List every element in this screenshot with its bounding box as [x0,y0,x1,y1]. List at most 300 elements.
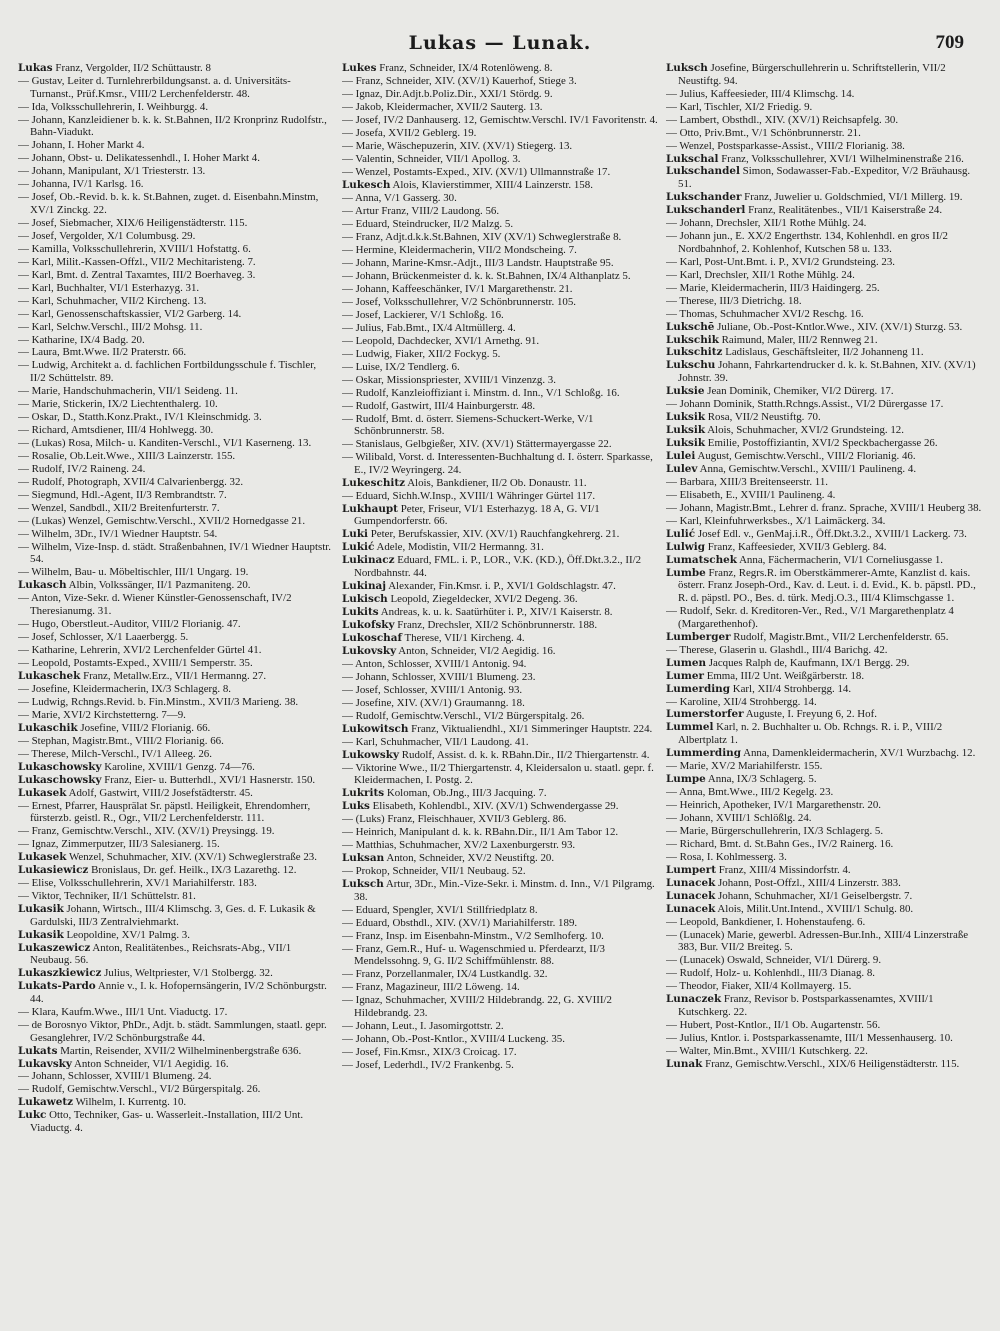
entry-details: Leopoldine, XV/1 Palmg. 3. [66,928,190,941]
directory-entry [18,1109,334,1134]
entry-surname: Lukinacz [342,554,395,567]
directory-entry [666,747,984,760]
directory-entry [342,852,658,865]
directory-entry [18,152,334,165]
directory-entry [342,658,658,671]
entry-details: Johann, Fahrkartendrucker d. k. k. St.Bahnen, XIV. (XV/1) Johnstr. 39. [678,359,976,385]
directory-entry [342,322,658,335]
entry-surname: Lukaschowsky [18,760,102,773]
entry-details: — Wilibald, Vorst. d. Interessenten-Buchhaltung d. I. österr. Sparkasse, E., IV/2 Weyringerg. 24. [342,451,653,476]
directory-entry [666,657,984,670]
entry-surname: Lukawetz [18,1096,74,1109]
entry-details: — Rosalie, Ob.Leit.Wwe., XIII/3 Lainzerstr. 155. [18,449,236,462]
entry-details: — Thomas, Schuhmacher XVI/2 Reschg. 16. [666,307,864,320]
directory-entry [18,489,334,502]
directory-entry [666,773,984,786]
directory-entry [18,75,334,100]
directory-entry [666,1058,984,1071]
entry-details: — Anton, Vize-Sekr. d. Wiener Künstler-Genossenschaft, IV/2 Theresianumg. 31. [18,592,292,617]
directory-entry [666,62,984,87]
directory-entry [18,165,334,178]
entry-details: — Ida, Volksschullehrerin, I. Weihburgg. 4. [18,100,209,113]
entry-details: — Franz, Magazineur, III/2 Löweng. 14. [342,981,520,994]
directory-entry [666,385,984,398]
directory-entry [18,864,334,877]
directory-entry [342,528,658,541]
entry-details: — (Lukas) Wenzel, Gemischtw.Verschl., XVII/2 Hornedgasse 21. [18,514,306,527]
directory-entry [342,257,658,270]
entry-details: Adele, Modistin, VII/2 Hermanng. 31. [376,541,544,554]
entry-surname: Lukowsky [342,748,400,761]
entry-surname: Lukofsky [342,618,395,631]
directory-entry [342,387,658,400]
entry-details: Simon, Sodawasser-Fab.-Expeditor, V/2 Bräuhausg. 51. [678,165,971,191]
entry-details: — Josef, Volksschullehrer, V/2 Schönbrunnerstr. 105. [342,295,576,308]
entry-details: — Oskar, D., Statth.Konz.Prakt., IV/1 Kleinschmidg. 3. [18,411,262,424]
entry-details: — Franz, Insp. im Eisenbahn-Minstm., V/2 Semlhoferg. 10. [342,929,604,942]
entry-details: Franz, Regrs.R. im Oberstkämmerer-Amte, Kanzlist d. kais. österr. Franz Joseph-Ord., Kav. d. Leut. i. d. Evid., K. b. päpstl. PD., R. d. päpstl. PO., Bes. d. türk. Medj.O.3., III/4 Klimschgasse 1. [678,566,976,605]
entry-details: Franz, Vergolder, II/2 Schüttaustr. 8 [55,62,211,74]
directory-entry [666,541,984,554]
entry-details: Alois, Milit.Unt.Intend., XVIII/1 Schulg. 80. [717,902,914,915]
directory-entry [18,269,334,282]
entry-details: — Johann, Kaffeeschänker, IV/1 Margarethenstr. 21. [342,282,573,295]
directory-entry [342,813,658,826]
directory-entry [18,321,334,334]
directory-entry [666,851,984,864]
entry-surname: Lukats-Pardo [18,980,96,993]
directory-entry [18,1096,334,1109]
entry-details: — Johann, Marine-Kmsr.-Adjt., III/3 Landstr. Hauptstraße 95. [342,256,614,269]
directory-entry [342,400,658,413]
entry-details: Franz, Juwelier u. Goldschmied, VI/1 Millerg. 19. [744,191,963,204]
directory-entry [342,736,658,749]
entry-details: — Josef, Schlosser, X/1 Laaerbergg. 5. [18,630,189,643]
directory-entry [342,865,658,878]
entry-details: Otto, Techniker, Gas- u. Wasserleit.-Installation, III/2 Unt. Viaductg. 4. [30,1109,304,1135]
entry-details: — Anna, V/1 Gasserg. 30. [342,191,457,204]
directory-entry [666,282,984,295]
directory-entry [666,334,984,347]
entry-details: — Stephan, Magistr.Bmt., VIII/2 Florianig. 66. [18,734,224,747]
entry-details: — Johann, Magistr.Bmt., Lehrer d. franz. Sprache, XVIII/1 Heuberg 38. [666,501,982,514]
directory-entry [18,722,334,735]
directory-entry [18,967,334,980]
entry-details: — Karl, Bmt. d. Zentral Taxamtes, III/2 Boerhaveg. 3. [18,268,256,281]
entry-details: — Johann, XVIII/1 Schlößlg. 24. [666,811,812,824]
entry-surname: Lumerding [666,682,730,695]
directory-entry [666,528,984,541]
directory-entry [18,787,334,800]
entry-details: Alois, Bankdiener, II/2 Ob. Donaustr. 11. [407,476,587,489]
directory-entry [342,374,658,387]
entry-details: — Richard, Amtsdiener, III/4 Hohlwegg. 30. [18,424,214,436]
entry-details: Rosa, VII/2 Neustiftg. 70. [707,411,821,424]
entry-surname: Lukesch [342,178,391,191]
entry-details: — Gustav, Leiter d. Turnlehrerbildungsanst. a. d. Universitäts-Turnanst., Prüf.Kmsr., VIII/2 Lerchenfelderstr. 48. [18,74,291,100]
directory-entry [666,476,984,489]
directory-entry [666,786,984,799]
entry-details: — Karl, Tischler, XI/2 Friedig. 9. [666,100,813,113]
entry-details: — Josef, Fin.Kmsr., XIX/3 Croicag. 17. [342,1045,517,1058]
directory-entry [666,321,984,334]
directory-entry [18,800,334,825]
entry-details: — Ludwig, Rchngs.Revid. b. Fin.Minstm., XVII/3 Marieng. 38. [18,695,299,708]
directory-entry [18,683,334,696]
directory-entry [342,697,658,710]
directory-entry [18,566,334,579]
entry-details: — Johann, Schlosser, XVIII/1 Blumeng. 23. [342,670,536,683]
entry-details: — Luise, IX/2 Tendlerg. 6. [342,360,460,373]
entry-surname: Lukaschowsky [18,773,102,786]
entry-details: Anton, Schneider, XV/2 Neustiftg. 20. [386,852,555,865]
directory-entry [18,1006,334,1019]
entry-surname: Lukovsky [342,644,397,657]
entry-details: — Karl, Post-Unt.Bmt. i. P., XVI/2 Grundsteing. 23. [666,255,896,268]
entry-details: Peter, Berufskassier, XIV. (XV/1) Rauchfangkehrerg. 21. [370,528,620,541]
entry-details: Annie v., I. k. Hofopernsängerin, IV/2 Schönburgstr. 44. [30,980,327,1005]
directory-entry [342,994,658,1019]
entry-details: — Rosa, I. Kohlmesserg. 3. [666,850,787,863]
entry-details: — Eduard, Steindrucker, II/2 Malzg. 5. [342,217,514,230]
directory-entry [342,1046,658,1059]
entry-details: — Karl, Kleinfuhrwerksbes., X/1 Laimäckerg. 34. [666,514,886,527]
entry-details: — Kamilla, Volksschullehrerin, XVIII/1 Hofstattg. 6. [18,242,251,255]
directory-entry [666,165,984,190]
directory-entry [342,684,658,697]
directory-entry [342,981,658,994]
directory-entry [666,670,984,683]
entry-details: — Karoline, XII/4 Strohbergg. 14. [666,695,817,708]
directory-entry [342,554,658,579]
entry-surname: Lukschander [666,191,742,204]
entry-details: Martin, Reisender, XVII/2 Wilhelminenbergstraße 636. [60,1044,302,1057]
directory-entry [342,904,658,917]
entry-details: Ladislaus, Geschäftsleiter, II/2 Johanneng 11. [725,346,924,359]
entry-surname: Lukc [18,1109,47,1122]
entry-surname: Lunacek [666,889,716,902]
entry-details: Franz, Kaffeesieder, XVII/3 Geblerg. 84. [707,540,887,553]
directory-entry [342,787,658,800]
directory-entry [18,657,334,670]
entry-details: Johann, Wirtsch., III/4 Klimschg. 3, Ges. d. F. Lukasik & Gardulski, III/3 Zentralviehmarkt. [30,903,316,928]
entry-surname: Lumpert [666,863,717,876]
directory-entry [18,230,334,243]
entry-surname: Lukasik [18,928,64,941]
directory-entry [18,670,334,683]
entry-details: — Ignaz, Dir.Adjt.b.Poliz.Dir., XXI/1 Stördg. 9. [342,87,553,100]
entry-details: — Therese, III/3 Dietrichg. 18. [666,294,802,307]
entry-details: — Franz, Gem.R., Huf- u. Wagenschmied u. Pferdearzt, II/3 Mendelssohng. 9, G. II/2 Schiffmühlenstr. 88. [342,942,605,968]
entry-details: — Ignaz, Schuhmacher, XVIII/2 Hildebrandg. 22, G. XVIII/2 Hildebrandg. 23. [342,994,612,1019]
entry-details: Emilie, Postoffiziantin, XVI/2 Speckbachergasse 26. [707,436,938,449]
entry-details: — Hubert, Post-Kntlor., II/1 Ob. Augartenstr. 56. [666,1018,881,1031]
entry-details: Rudolf, Magistr.Bmt., VII/2 Lerchenfelderstr. 65. [733,630,949,643]
directory-entry [666,929,984,954]
entry-details: — Johann, Schlosser, XVIII/1 Blumeng. 24. [18,1070,212,1083]
entry-surname: Lukes [342,62,377,74]
directory-entry [18,398,334,411]
entry-details: — Eduard, Spengler, XVI/1 Stillfriedplatz 8. [342,903,538,916]
entry-surname: Lukits [342,605,379,618]
directory-entry [666,230,984,255]
directory-entry [18,256,334,269]
entry-details: Anton Schneider, VI/1 Aegidig. 16. [74,1057,229,1070]
entry-details: — Johann, I. Hoher Markt 4. [18,139,145,152]
directory-entry [666,295,984,308]
entry-details: — Johann, Brückenmeister d. k. k. St.Bahnen, IX/4 Althanplatz 5. [342,269,631,282]
entry-surname: Lukhaupt [342,502,398,515]
entry-details: — Josef, Lederhdl., IV/2 Frankenbg. 5. [342,1058,514,1071]
directory-entry [18,114,334,139]
entry-details: — Johann, Obst- u. Delikatessenhdl., I. Hoher Markt 4. [18,152,260,165]
directory-entry [18,528,334,541]
entry-surname: Lukinaj [342,579,387,592]
directory-entry [666,191,984,204]
directory-entry [666,140,984,153]
entry-details: Franz, Metallw.Erz., VII/1 Hermanng. 27. [83,669,267,682]
entry-details: — Johann, Ob.-Post-Kntlor., XVIII/4 Luckeng. 35. [342,1032,565,1045]
directory-entry [342,503,658,528]
entry-surname: Lumbe [666,566,706,579]
entry-details: Wenzel, Schuhmacher, XIV. (XV/1) Schweglerstraße 23. [68,851,317,864]
directory-entry [342,1020,658,1033]
directory-entry [18,929,334,942]
entry-details: Artur, 3Dr., Min.-Vize-Sekr. i. Minstm. d. Inn., V/1 Pilgramg. 38. [354,878,655,903]
entry-surname: Lumberger [666,630,731,643]
directory-entry [342,438,658,451]
entry-details: — Karl, Buchhalter, VI/1 Esterhazyg. 31. [18,281,200,294]
entry-details: Albin, Volkssänger, II/1 Pazmaniteng. 20. [68,579,251,592]
entry-details: — Julius, Kaffeesieder, III/4 Klimschg. 14. [666,87,855,100]
directory-entry [342,541,658,554]
directory-entry [666,916,984,929]
entry-details: Koloman, Ob.Jng., III/3 Jacquing. 7. [386,787,547,800]
entry-details: — (Lukas) Rosa, Milch- u. Kanditen-Verschl., VI/1 Kaserneng. 13. [18,436,312,449]
directory-entry [666,114,984,127]
entry-details: — Josef, Ob.-Revid. b. k. k. St.Bahnen, zuget. d. Eisenbahn.Minstm, XV/1 Zinckg. 22. [18,191,319,216]
entry-surname: Lukeschitz [342,476,406,489]
entry-details: Bronislaus, Dr. gef. Heilk., IX/3 Lazarethg. 12. [91,864,297,877]
directory-entry [342,231,658,244]
directory-entry [18,579,334,592]
directory-entry [18,1058,334,1071]
entry-details: Julius, Weltpriester, V/1 Stolbergg. 32. [104,967,273,980]
directory-entry [342,1033,658,1046]
directory-entry [18,515,334,528]
entry-details: Adolf, Gastwirt, VIII/2 Josefstädterstr. 45. [68,786,253,799]
entry-details: August, Gemischtw.Verschl., VIII/2 Florianig. 46. [697,449,916,462]
entry-details: Alexander, Fin.Kmsr. i. P., XVI/1 Goldschlagstr. 47. [388,579,616,592]
directory-entry [342,348,658,361]
entry-details: — Ignaz, Zimmerputzer, III/3 Salesianerg. 15. [18,838,220,851]
entry-details: — Josefine, XIV. (XV/1) Graumanng. 18. [342,696,525,709]
directory-entry [342,296,658,309]
entry-details: Karl, n. 2. Buchhalter u. Ob. Rchngs. R. i. P., VIII/2 Albertplatz 1. [678,721,943,747]
directory-entry [342,917,658,930]
directory-entry [666,683,984,696]
entry-surname: Lukoschaf [342,631,402,644]
entry-details: Anna, Fächermacherin, VI/1 Corneliusgasse 1. [739,553,944,566]
directory-entry [666,217,984,230]
directory-entry [666,1032,984,1045]
directory-entry [342,270,658,283]
directory-entry [666,825,984,838]
directory-entry [666,708,984,721]
entry-details: Franz, Schneider, IX/4 Rotenlöweng. 8. [379,62,553,74]
entry-details: — Johann, Leut., I. Jasomirgottstr. 2. [342,1019,504,1032]
entry-details: — Hugo, Oberstleut.-Auditor, VIII/2 Florianig. 47. [18,617,241,630]
entry-surname: Lumpe [666,773,706,786]
directory-entry [666,411,984,424]
entry-details: Karl, XII/4 Strohbergg. 14. [732,682,852,695]
entry-details: Franz, Viktualiendhl., XI/1 Simmeringer Hauptstr. 224. [411,722,653,735]
entry-details: — Johann, Manipulant, X/1 Triesterstr. 13. [18,165,206,178]
entry-details: — Marie, Stickerin, IX/2 Liechtenthalerg. 10. [18,398,218,411]
directory-entry [666,838,984,851]
entry-details: — Franz, Gemischtw.Verschl., XIV. (XV/1) Preysingg. 19. [18,825,275,838]
entry-details: Johann, Schuhmacher, XI/1 Geiselbergstr. 7. [718,889,913,902]
entry-details: Alois, Schuhmacher, XVI/2 Grundsteing. 12. [707,424,904,436]
entry-details: — Marie, Kleidermacherin, III/3 Haidingerg. 25. [666,281,880,294]
entry-details: — Franz, Adjt.d.k.k.St.Bahnen, XIV (XV/1) Schweglerstraße 8. [342,230,622,243]
entry-details: Franz, Eier- u. Butterhdl., XVI/1 Hasnerstr. 150. [104,773,316,786]
entry-details: Therese, VII/1 Kircheng. 4. [404,631,525,644]
entry-surname: Lulwig [666,540,705,553]
directory-entry [666,799,984,812]
directory-entry [342,309,658,322]
entry-details: Emma, III/2 Unt. Weißgärberstr. 18. [706,669,865,682]
directory-entry [666,450,984,463]
page-number: 709 [935,32,964,53]
entry-surname: Lukasik [18,903,64,916]
entry-details: — Otto, Priv.Bmt., V/1 Schönbrunnerstr. 21. [666,126,861,139]
directory-entry [666,308,984,321]
entry-surname: Lukschal [666,152,719,165]
entry-details: — Marie, Wäschepuzerin, XIV. (XV/1) Stiegerg. 13. [342,139,573,152]
entry-surname: Lukas [18,62,53,74]
entry-surname: Lunacek [666,902,716,915]
directory-entry [342,723,658,736]
directory-entry [342,800,658,813]
directory-entry [342,283,658,296]
directory-entry [18,980,334,1005]
entry-details: — Matthias, Schuhmacher, XV/2 Laxenburgerstr. 93. [342,839,576,852]
directory-entry [666,88,984,101]
entry-surname: Lukschē [666,320,715,333]
entry-details: Josef Edl. v., GenMaj.i.R., Öff.Dkt.3.2., XVIII/1 Lackerg. 73. [697,527,967,540]
entry-details: — Josef, IV/2 Danhauserg. 12, Gemischtw.Verschl. IV/1 Favoritenstr. 4. [342,113,658,126]
directory-entry [666,605,984,630]
directory-entry [18,1019,334,1044]
entry-details: Juliane, Ob.-Post-Kntlor.Wwe., XIV. (XV/1) Sturzg. 53. [717,320,963,333]
entry-details: — Leopold, Bankdiener, I. Hohenstaufeng. 6. [666,915,866,928]
entry-surname: Luks [342,800,370,813]
directory-entry [342,839,658,852]
entry-surname: Luksik [666,411,706,424]
directory-entry [342,244,658,257]
entry-details: — Johann jun., E. XX/2 Engerthstr. 134, Kohlenhdl. en gros II/2 Nordbahnhof, 2. Kohlenhof, Kutschen 58 u. 133. [666,230,948,255]
entry-surname: Lukaschek [18,669,81,682]
directory-entry [666,877,984,890]
directory-entry [342,632,658,645]
directory-entry [18,1070,334,1083]
entry-details: — Marie, XV/2 Mariahilferstr. 155. [666,760,823,773]
directory-entry [18,890,334,903]
entry-details: Jean Dominik, Chemiker, VI/2 Dürerg. 17. [707,385,894,398]
entry-details: — Prokop, Schneider, VII/1 Neubaug. 52. [342,865,526,878]
page-title: Lukas — Lunak. [408,32,592,54]
entry-details: — Eduard, Sichh.W.Insp., XVIII/1 Währinger Gürtel 117. [342,489,596,502]
entry-details: — Klara, Kaufm.Wwe., III/1 Unt. Viaductg. 17. [18,1005,228,1018]
entry-details: — Katharine, IX/4 Badg. 20. [18,333,145,346]
directory-entry [666,567,984,605]
entry-details: — Ludwig, Architekt a. d. fachlichen Fortbildungsschule f. Tischler, II/2 Schüttelstr. 89. [18,359,317,385]
entry-details: Auguste, I. Freyung 6, 2. Hof. [745,708,877,721]
directory-entry [18,709,334,722]
directory-entry [18,424,334,437]
entry-details: — Johann, Kanzleidiener b. k. k. St.Bahnen, II/2 Kronprinz Rudolfstr., Bahn-Viadukt. [18,113,327,139]
entry-details: — Eduard, Obsthdl., XIV. (XV/1) Mariahilferstr. 189. [342,916,578,929]
column-3 [666,62,984,1317]
entry-surname: Lummerding [666,747,741,760]
directory-entry [666,437,984,450]
entry-details: — Marie, Bürgerschullehrerin, IX/3 Schlagerg. 5. [666,824,884,837]
directory-entry [342,943,658,968]
entry-details: Josefine, Bürgerschullehrerin u. Schriftstellerin, VII/2 Neustiftg. 94. [678,62,946,87]
directory-entry [666,760,984,773]
directory-entry [18,385,334,398]
directory-entry [342,127,658,140]
directory-entry [666,644,984,657]
entry-details: — Josef, Lackierer, V/1 Schloßg. 16. [342,308,504,321]
directory-entry [18,1045,334,1058]
directory-entry [666,398,984,411]
directory-entry [342,140,658,153]
entry-details: — Theodor, Fiaker, XII/4 Kollmayerg. 15. [666,980,852,993]
entry-details: — de Borosnyo Viktor, PhDr., Adjt. b. städt. Sammlungen, staatl. gepr. Gesanglehrer, IV/2 Schönburgstraße 44. [18,1018,327,1044]
page-header [0,32,1000,60]
entry-surname: Lukrits [342,787,385,800]
entry-details: — Ernest, Pfarrer, Hausprälat Sr. päpstl. Heiligkeit, Ehrendomherr, fürsterzb. geistl. R., Ogr., VII/2 Lerchenfelderstr. 111. [18,799,311,825]
directory-entry [18,178,334,191]
entry-surname: Lunak [666,1057,703,1070]
entry-surname: Lukasch [18,579,67,592]
entry-details: — Heinrich, Manipulant d. k. k. RBahn.Dir., II/1 Am Tabor 12. [342,826,619,839]
entry-surname: Lumen [666,656,707,669]
directory-entry [342,218,658,231]
entry-surname: Luksan [342,852,385,865]
directory-entry [18,101,334,114]
directory-entry [342,451,658,476]
entry-details: — Walter, Min.Bmt., XVIII/1 Kutschkerg. 22. [666,1044,868,1057]
entry-surname: Lukasiewicz [18,864,89,877]
directory-entry [18,644,334,657]
directory-entry [342,101,658,114]
entry-details: — Viktorine Wwe., II/2 Thiergartenstr. 4, Kleidersalon u. staatl. gepr. f. Kleidermachen, I. Postg. 2. [342,761,654,787]
entry-details: — Richard, Bmt. d. St.Bahn Ges., IV/2 Rainerg. 16. [666,837,894,850]
directory-entry [18,851,334,864]
directory-entry [342,166,658,179]
directory-entry [666,1045,984,1058]
entry-details: — Josefa, XVII/2 Geblerg. 19. [342,126,477,139]
entry-surname: Lukaschik [18,721,78,734]
entry-surname: Lumerstorfer [666,708,744,721]
directory-entry [18,748,334,761]
entry-details: Franz, Gemischtw.Verschl., XIX/6 Heiligenstädterstr. 115. [705,1057,960,1070]
directory-entry [666,1019,984,1032]
directory-entry [18,903,334,928]
